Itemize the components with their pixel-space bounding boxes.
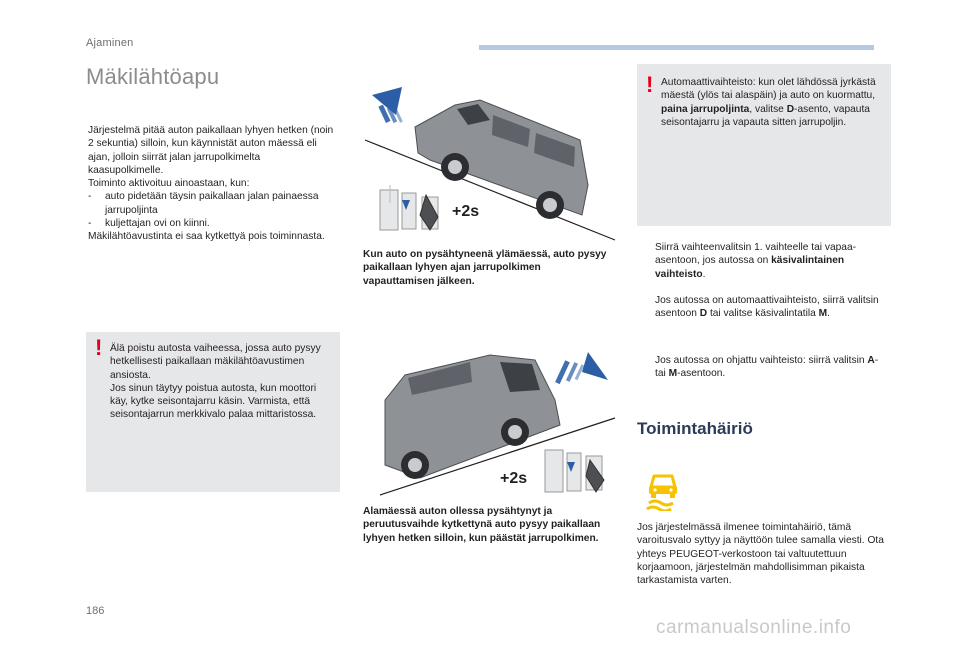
text-run: tai valitse käsivalintatila	[707, 308, 819, 320]
pedals-icon	[380, 185, 438, 230]
step-item	[637, 241, 891, 281]
text-run: -asento, vapauta seisontajarru ja vapauta sitten jarrupoljin.	[661, 103, 870, 128]
condition-text: auto pidetään täysin paikallaan jalan painaessa jarrupoljinta	[105, 191, 319, 216]
text-bold: D	[786, 103, 795, 115]
van-icon	[415, 100, 588, 219]
warning-text-2: Jos sinun täytyy poistua autosta, kun moottori käy, kytke seisontajarru käsin. Varmista, että seisontajarrun merkkivalo palaa mittaristossa.	[110, 382, 317, 421]
condition-item	[88, 217, 338, 230]
step-text	[655, 241, 891, 281]
warning-text-1: Älä poistu autosta vaiheessa, jossa auto pysyy hetkellisesti paikallaan mäkilähtöavustimen ansiosta.	[110, 343, 321, 381]
step-item	[637, 294, 891, 321]
page-title: Mäkilähtöapu	[86, 64, 220, 89]
condition-text: kuljettajan ovi on kiinni.	[105, 218, 210, 230]
warning-icon: !	[646, 72, 654, 97]
text-bold: paina jarrupoljinta	[661, 103, 750, 115]
text-run: Jos autossa on automaattivaihteisto, siirrä valitsin asentoon	[655, 295, 879, 320]
timer-badge: +2s	[500, 470, 528, 487]
page-number: 186	[86, 605, 105, 617]
text-bold: käsivalintainen vaihteisto	[655, 255, 845, 280]
direction-arrow-icon	[372, 87, 403, 123]
text-bold: D	[699, 308, 708, 320]
section-label: Ajaminen	[86, 37, 134, 49]
van-icon	[385, 355, 560, 479]
intro-condition-lead: Toiminto aktivoituu ainoastaan, kun:	[88, 178, 250, 190]
figure-caption-downhill: Alamäessä auton ollessa pysähtynyt ja peruutusvaihde kytkettynä auto pysyy paikallaan lyhyen hetken silloin, kun päästät jarrupolkimen.	[363, 506, 601, 544]
watermark-text: carmanualsonline.info	[656, 617, 852, 638]
text-bold: A	[867, 355, 875, 366]
warning-text	[110, 342, 334, 422]
text-run: Jos autossa on ohjattu vaihteisto: siirrä valitsin	[655, 355, 868, 366]
text-run: -asentoon.	[677, 368, 726, 380]
figure-caption-uphill: Kun auto on pysähtyneenä ylämäessä, auto pysyy paikallaan lyhyen ajan jarrupolkimen vapauttamisen jälkeen.	[363, 249, 607, 287]
dash-bullet: -	[88, 191, 92, 203]
text-bold: M	[668, 368, 678, 380]
condition-list	[88, 190, 338, 230]
figure-downhill-illustration	[360, 350, 620, 500]
hill-start-fault-icon	[645, 473, 681, 511]
dash-bullet: -	[88, 218, 92, 230]
step-text	[655, 354, 891, 381]
text-run: Automaattivaihteisto: kun olet lähdössä jyrkästä mäestä (ylös tai alaspäin) ja auto on kuormattu,	[661, 77, 876, 102]
section-heading-fault: Toimintahäiriö	[637, 419, 753, 438]
text-run: , valitse	[749, 103, 787, 115]
intro-paragraph: Järjestelmä pitää auton paikallaan lyhyen hetken (noin 2 sekuntia) silloin, kun käynnistät auton mäessä eli ajan, jolloin siirrät jalan jarrupolkimelta kaasupolkimelle.	[88, 125, 334, 176]
text-run: .	[827, 308, 830, 320]
condition-item	[88, 190, 338, 217]
pedals-icon	[545, 450, 604, 492]
warning-text	[661, 76, 887, 129]
intro-text	[88, 124, 338, 244]
warning-box-automatic-gearbox	[637, 64, 891, 226]
text-run: Siirrä vaihteenvalitsin 1. vaihteelle tai vapaa-asentoon, jos autossa on	[655, 242, 857, 267]
text-bold: M	[818, 308, 828, 320]
warning-box-leave-vehicle	[86, 332, 340, 492]
step-text	[655, 294, 891, 321]
warning-icon: !	[95, 335, 103, 360]
figure-uphill-illustration	[360, 85, 620, 245]
timer-badge: +2s	[452, 203, 480, 220]
text-run: .	[702, 268, 706, 280]
direction-arrow-icon	[555, 352, 608, 384]
header-bar	[479, 45, 874, 50]
fault-description: Jos järjestelmässä ilmenee toimintahäiriö, tämä varoitusvalo syttyy ja näyttöön tulee samalla viesti. Ota yhteys PEUGEOT-verkostoon tai valtuutettuun korjaamoon, järjestelmän mahdollisimman pikaista tarkastamista varten.	[637, 522, 884, 587]
text-run: - tai	[655, 355, 879, 380]
step-item	[637, 354, 891, 381]
intro-note: Mäkilähtöavustinta ei saa kytkettyä pois toiminnasta.	[88, 231, 325, 243]
